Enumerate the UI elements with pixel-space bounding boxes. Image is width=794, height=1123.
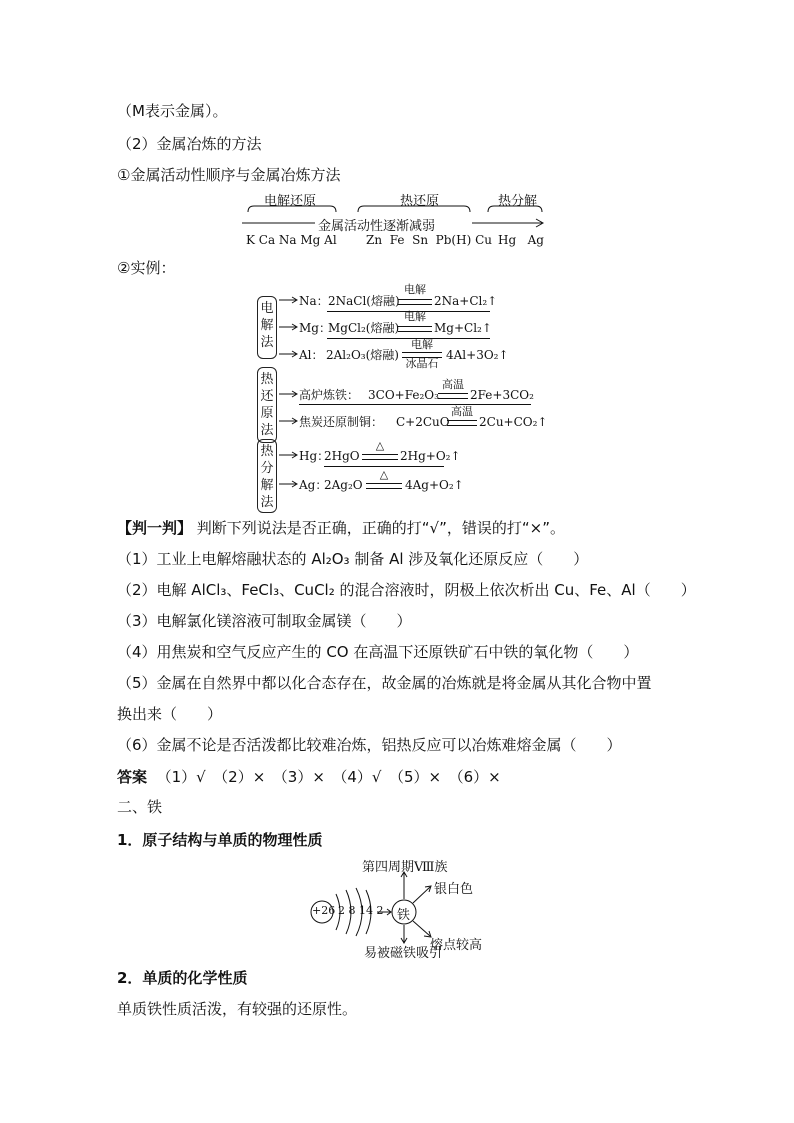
fe-reactant: 3CO+Fe₂O₃ — [368, 388, 439, 402]
fe-process: 高炉炼铁： — [299, 388, 360, 402]
group-electrolysis: 电解还原 — [264, 194, 317, 209]
mg-reactant: MgCl₂(熔融) — [328, 321, 400, 335]
na-reactant: 2NaCl(熔融) — [328, 294, 400, 308]
cu-product: 2Cu+CO₂↑ — [479, 415, 548, 429]
iron-heading-structure: 1．原子结构与单质的物理性质 — [117, 831, 323, 849]
iron-reducing-text: 单质铁性质活泼，有较强的还原性。 — [117, 1000, 358, 1018]
judge-item-5: （5）金属在自然界中都以化合态存在，故金属的冶炼就是将金属从其化合物中置 — [117, 674, 652, 692]
judge-item-6: （6）金属不论是否活泼都比较难冶炼，铝热反应可以冶炼难熔金属（ ） — [117, 736, 622, 754]
judge-item-4: （4）用焦炭和空气反应产生的 CO 在高温下还原铁矿石中铁的氧化物（ ） — [117, 643, 639, 661]
activity-arrow-label: 金属活动性逐渐减弱 — [318, 219, 436, 234]
mg-product: Mg+Cl₂↑ — [434, 321, 492, 335]
answer-label: 答案 — [117, 768, 148, 786]
judge-item-3: （3）电解氯化镁溶液可制取金属镁（ ） — [117, 612, 412, 630]
judge-item-1: （1）工业上电解熔融状态的 Al₂O₃ 制备 Al 涉及氧化还原反应（ ） — [117, 550, 589, 568]
ag-condition: △ — [379, 468, 389, 481]
mg-metal: Mg： — [299, 321, 331, 335]
group-thermal-decomposition: 热分解 — [498, 194, 538, 209]
al-condition: 电解 — [411, 338, 433, 351]
cu-condition: 高温 — [451, 405, 473, 418]
metals-thermal-reduction: Zn Fe Sn Pb(H) Cu — [366, 233, 492, 247]
fe-equals — [438, 393, 468, 399]
answer-line — [117, 767, 501, 787]
cu-process: 焦炭还原制铜： — [299, 415, 384, 429]
iron-magnetic: 易被磁铁吸引 — [364, 946, 443, 961]
iron-color: 银白色 — [434, 882, 474, 897]
al-metal: Al： — [299, 348, 324, 362]
hg-condition: △ — [375, 439, 385, 452]
hg-underline — [324, 466, 444, 467]
judge-instruction: 判断下列说法是否正确，正确的打“√”，错误的打“×”。 — [192, 519, 565, 537]
examples-diagram — [250, 283, 550, 510]
metals-thermal-decomposition: Hg Ag — [498, 233, 544, 247]
group-thermal-reduction: 热还原 — [400, 194, 440, 209]
judge-title: 【判一判】 — [117, 519, 193, 537]
judge-heading — [117, 518, 565, 538]
point-activity-order: ①金属活动性顺序与金属冶炼方法 — [117, 166, 341, 184]
ag-reactant: 2Ag₂O — [324, 478, 363, 492]
na-equals — [398, 299, 432, 305]
ag-metal: Ag： — [299, 478, 328, 492]
electrolysis-method-box: 电 解 法 — [257, 296, 277, 359]
al-reactant: 2Al₂O₃(熔融) — [326, 348, 399, 362]
thermal-reduction-method-box: 热 还 原 法 — [257, 367, 277, 443]
iron-nucleus: +26 — [312, 904, 336, 917]
mg-equals — [398, 326, 432, 332]
ag-equals — [366, 483, 402, 489]
hg-reactant: 2HgO — [324, 449, 360, 463]
section-iron: 二、铁 — [117, 798, 163, 816]
hg-metal: Hg： — [299, 449, 330, 463]
iron-electron-shells: 2 8 14 2 — [338, 904, 384, 917]
cu-equals — [447, 420, 477, 426]
hg-equals — [362, 454, 398, 460]
iron-atom-diagram — [300, 852, 500, 960]
na-metal: Na： — [299, 294, 329, 308]
al-catalyst: 冰晶石 — [405, 357, 439, 370]
thermal-decomposition-method-box: 热 分 解 法 — [257, 439, 277, 513]
activity-order-diagram — [240, 190, 560, 252]
mg-condition: 电解 — [404, 310, 426, 323]
fe-condition: 高温 — [442, 378, 464, 391]
ag-product: 4Ag+O₂↑ — [405, 478, 464, 492]
metals-electrolysis: K Ca Na Mg Al — [246, 233, 337, 247]
intro-note: （M表示金属）。 — [117, 102, 228, 120]
cu-reactant: C+2CuO — [396, 415, 450, 429]
iron-heading-chemical: 2．单质的化学性质 — [117, 969, 248, 987]
hg-product: 2Hg+O₂↑ — [400, 449, 461, 463]
judge-item-2: （2）电解 AlCl₃、FeCl₃、CuCl₂ 的混合溶液时，阴极上依次析出 Cu、Fe、Al（ ） — [117, 581, 696, 599]
iron-element: 铁 — [397, 908, 411, 923]
iron-period-group: 第四周期Ⅷ族 — [362, 860, 448, 875]
point-examples: ②实例： — [117, 259, 176, 277]
na-product: 2Na+Cl₂↑ — [434, 294, 498, 308]
answer-values: （1）√ （2）× （3）× （4）√ （5）× （6）× — [156, 768, 501, 786]
fe-product: 2Fe+3CO₂ — [470, 388, 534, 402]
judge-item-5-cont: 换出来（ ） — [117, 705, 223, 723]
al-product: 4Al+3O₂↑ — [446, 348, 509, 362]
na-condition: 电解 — [404, 283, 426, 296]
subheading-smelting-methods: （2）金属冶炼的方法 — [117, 135, 262, 153]
fe-underline — [299, 404, 531, 405]
iron-melting-point: 熔点较高 — [430, 938, 483, 953]
